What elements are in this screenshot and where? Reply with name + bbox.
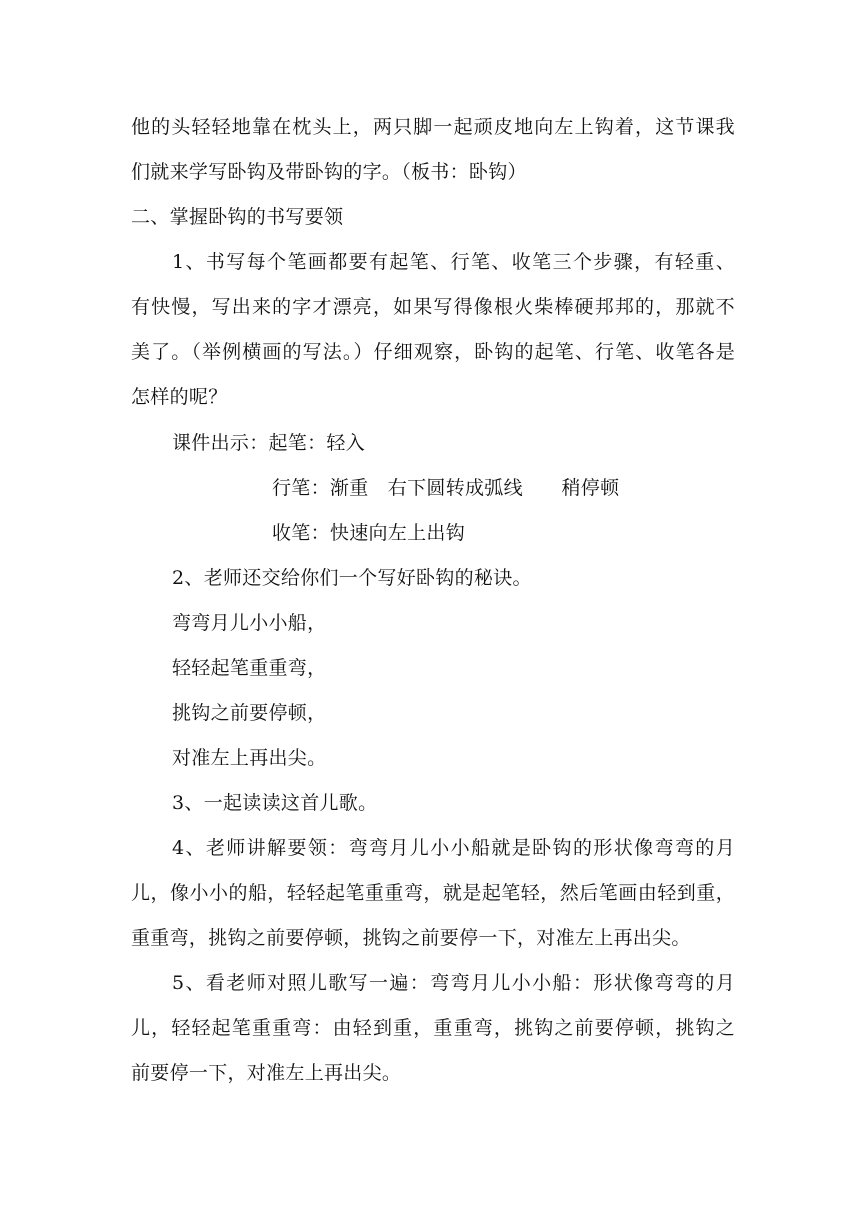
paragraph-5-line-3: 前要停一下，对准左上再出尖。	[131, 1062, 402, 1084]
paragraph-5-line-1: 5、看老师对照儿歌写一遍：弯弯月儿小小船：形状像弯弯的月	[172, 972, 735, 994]
paragraph-4-line-2: 儿，像小小的船，轻轻起笔重重弯，就是起笔轻，然后笔画由轻到重，	[131, 882, 735, 904]
poem-line-4: 对准左上再出尖。	[172, 747, 327, 769]
paragraph-1-line-2: 有快慢，写出来的字才漂亮，如果写得像根火柴棒硬邦邦的，那就不	[131, 296, 735, 318]
poem-line-2: 轻轻起笔重重弯，	[172, 657, 327, 679]
courseware-line-3: 收笔：快速向左上出钩	[272, 522, 466, 544]
paragraph-5-line-2: 儿，轻轻起笔重重弯：由轻到重，重重弯，挑钩之前要停顿，挑钩之	[131, 1017, 735, 1039]
paragraph-1-line-4: 怎样的呢？	[131, 386, 228, 408]
courseware-line-1: 课件出示：起笔：轻入	[172, 432, 366, 454]
intro-line-2: 们就来学写卧钩及带卧钩的字。（板书：卧钩）	[131, 161, 527, 183]
paragraph-1-line-1: 1、书写每个笔画都要有起笔、行笔、收笔三个步骤，有轻重、	[172, 251, 735, 273]
paragraph-4-line-3: 重重弯，挑钩之前要停顿，挑钩之前要停一下，对准左上再出尖。	[131, 927, 691, 949]
intro-line-1: 他的头轻轻地靠在枕头上，两只脚一起顽皮地向左上钩着，这节课我	[131, 116, 735, 138]
paragraph-2: 2、老师还交给你们一个写好卧钩的秘诀。	[172, 567, 532, 589]
paragraph-1-line-3: 美了。（举例横画的写法。）仔细观察，卧钩的起笔、行笔、收笔各是	[131, 341, 735, 363]
section-heading: 二、掌握卧钩的书写要领	[131, 206, 344, 228]
poem-line-3: 挑钩之前要停顿，	[172, 702, 327, 724]
paragraph-3: 3、一起读读这首儿歌。	[172, 792, 378, 814]
courseware-line-2: 行笔：渐重 右下圆转成弧线 稍停顿	[272, 477, 620, 499]
paragraph-4-line-1: 4、老师讲解要领：弯弯月儿小小船就是卧钩的形状像弯弯的月	[172, 837, 735, 859]
poem-line-1: 弯弯月儿小小船，	[172, 612, 327, 634]
